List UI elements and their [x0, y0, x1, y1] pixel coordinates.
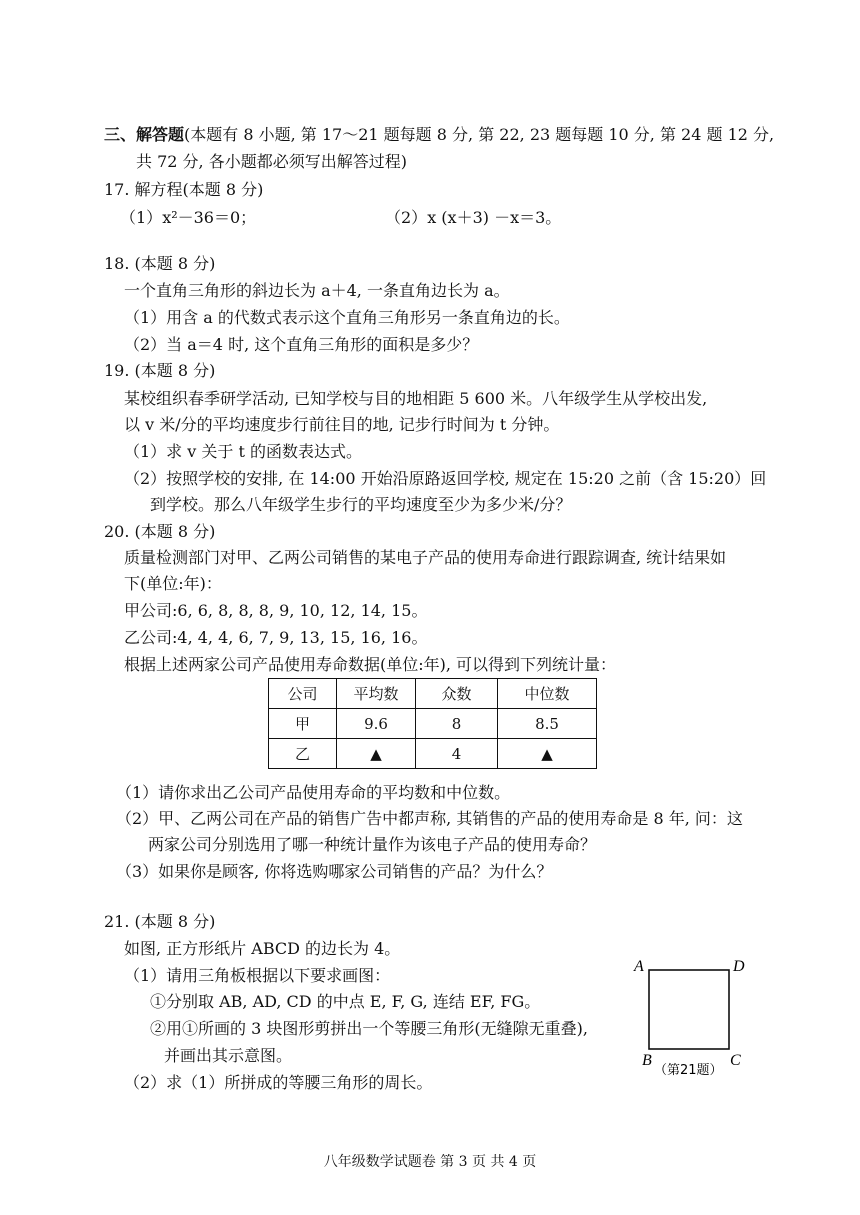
q20-part2-line2: 两家公司分别选用了哪一种统计量作为该电子产品的使用寿命？ [148, 835, 597, 854]
table-header-cell: 平均数 [337, 679, 416, 709]
table-cell: 8 [416, 709, 498, 739]
table-cell: 甲 [269, 709, 337, 739]
square-abcd [649, 970, 729, 1049]
table-header-row [269, 679, 597, 709]
q21-step1: ①分别取 AB, AD, CD 的中点 E, F, G, 连结 EF, FG。 [150, 992, 541, 1011]
q20-line3: 根据上述两家公司产品使用寿命数据(单位:年), 可以得到下列统计量： [124, 655, 617, 674]
q20-line2: 下(单位:年)： [124, 574, 222, 593]
table-cell: ▲ [498, 739, 597, 769]
q17-title: 17. 解方程(本题 8 分) [104, 180, 264, 199]
q20-line1: 质量检测部门对甲、乙两公司销售的某电子产品的使用寿命进行跟踪调查, 统计结果如 [124, 548, 727, 567]
q21-intro: 如图, 正方形纸片 ABCD 的边长为 4。 [124, 939, 401, 958]
q18-part2: （2）当 a＝4 时, 这个直角三角形的面积是多少？ [124, 335, 479, 354]
table-header-cell: 公司 [269, 679, 337, 709]
q19-part1: （1）求 v 关于 t 的函数表达式。 [124, 442, 362, 461]
section-header [104, 124, 774, 146]
vertex-label-c: C [730, 1052, 741, 1069]
vertex-label-d: D [733, 958, 745, 975]
q18-part1: （1）用含 a 的代数式表示这个直角三角形另一条直角边的长。 [124, 308, 570, 327]
q21-step2-line1: ②用①所画的 3 块图形剪拼出一个等腰三角形(无缝隙无重叠), [150, 1019, 588, 1038]
q20-part2-line1: （2）甲、乙两公司在产品的销售广告中都声称, 其销售的产品的使用寿命是 8 年, 问：这 [116, 809, 743, 828]
section-heading: 三、解答题 [104, 125, 185, 144]
q21-step2-line2: 并画出其示意图。 [164, 1046, 293, 1065]
q17-part1-equation: x²－36＝0； [162, 208, 257, 227]
table-cell: 8.5 [498, 709, 597, 739]
table-cell: 9.6 [337, 709, 416, 739]
table-header-cell: 众数 [416, 679, 498, 709]
q18-title: 18. (本题 8 分) [104, 254, 216, 273]
section-desc-line1: (本题有 8 小题, 第 17～21 题每题 8 分, 第 22, 23 题每题 10 分, 第 24 题 12 分, [184, 125, 775, 144]
table-cell: 乙 [269, 739, 337, 769]
q19-line1: 某校组织春季研学活动, 已知学校与目的地相距 5 600 米。八年级学生从学校出发, [124, 389, 708, 408]
vertex-label-b: B [642, 1052, 652, 1069]
q19-line2: 以 v 米/分的平均速度步行前往目的地, 记步行时间为 t 分钟。 [124, 415, 560, 434]
q20-part3: （3）如果你是顾客, 你将选购哪家公司销售的产品？为什么？ [116, 862, 553, 881]
q17-part2 [385, 207, 561, 229]
q20-part1: （1）请你求出乙公司产品使用寿命的平均数和中位数。 [116, 783, 511, 802]
q21-part1: （1）请用三角板根据以下要求画图： [124, 966, 391, 985]
q21-title: 21. (本题 8 分) [104, 912, 216, 931]
table-header-cell: 中位数 [498, 679, 597, 709]
q18-intro: 一个直角三角形的斜边长为 a＋4, 一条直角边长为 a。 [124, 281, 510, 300]
q17-part1 [120, 207, 256, 229]
q20-title: 20. (本题 8 分) [104, 522, 216, 541]
q17-part1-label: （1） [120, 208, 163, 227]
q19-part2-line2: 到学校。那么八年级学生步行的平均速度至少为多少米/分？ [150, 495, 572, 514]
table-cell: ▲ [337, 739, 416, 769]
square-abcd-figure [628, 955, 768, 1085]
q17-part2-label: （2） [385, 208, 428, 227]
q19-title: 19. (本题 8 分) [104, 361, 216, 380]
table-cell: 4 [416, 739, 498, 769]
vertex-label-a: A [634, 958, 644, 975]
statistics-table [268, 678, 597, 769]
q20-company-yi-data: 乙公司:4, 4, 4, 6, 7, 9, 13, 15, 16, 16。 [124, 628, 428, 647]
page-footer: 八年级数学试题卷 第 3 页 共 4 页 [323, 1154, 537, 1170]
q17-part2-equation: x (x＋3) －x＝3。 [427, 208, 562, 227]
q19-part2-line1: （2）按照学校的安排, 在 14:00 开始沿原路返回学校, 规定在 15:20 之前（含 15:20）回 [124, 469, 767, 488]
section-desc-line2: 共 72 分, 各小题都必须写出解答过程) [136, 152, 407, 171]
table-row [269, 709, 597, 739]
q20-company-jia-data: 甲公司:6, 6, 8, 8, 8, 9, 10, 12, 14, 15。 [124, 601, 428, 620]
figure-caption: （第21题） [654, 1063, 723, 1078]
q21-part2: （2）求（1）所拼成的等腰三角形的周长。 [124, 1073, 433, 1092]
table-row [269, 739, 597, 769]
